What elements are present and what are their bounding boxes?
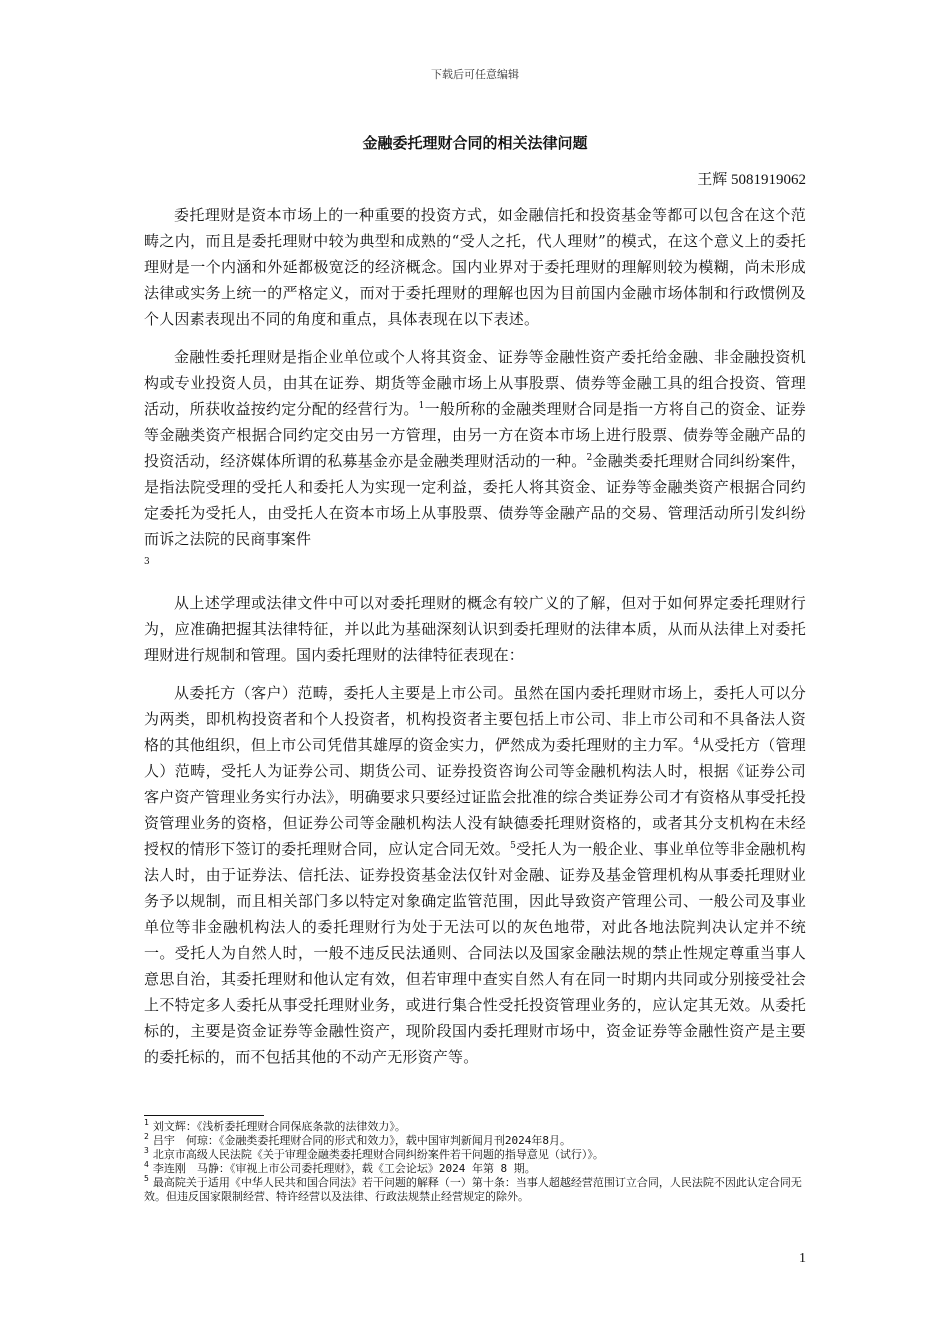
- footnote-ref-5[interactable]: 5: [510, 841, 517, 851]
- footnote-5-number: 5: [144, 1174, 149, 1184]
- paragraph-4-sentence-2: 从受托方（管理人）范畴，受托人为证券公司、期货公司、证券投资咨询公司等金融机构法人时，根据《证券公司客户资产管理业务实行办法》，明确要求只要经过证监会批准的综合类证券公司才有资格从事受托投资管理业务的资格，但证券公司等金融机构法人没有缺德委托理财资格的，或者其分支机构在未经授权的情形下签订的委托理财合同，应认定合同无效。: [144, 736, 806, 858]
- footnote-ref-2[interactable]: 2: [586, 453, 593, 463]
- page-header-note: 下载后可任意编辑: [431, 68, 519, 81]
- footnote-ref-4[interactable]: 4: [693, 737, 700, 747]
- footnote-ref-3[interactable]: 3: [144, 557, 150, 567]
- footnote-4-number: 4: [144, 1160, 149, 1170]
- paragraph-2-sentence-1: 金融性委托理财是指企业单位或个人将其资金、证券等金融性资产委托给金融、非金融投资机构或专业投资人员，由其在证券、期货等金融市场上从事股票、债券等金融工具的组合投资、管理活动，所获收益按约定分配的经营行为。: [144, 348, 806, 418]
- footnote-3-text: 北京市高级人民法院《关于审理金融类委托理财合同纠纷案件若干问题的指导意见（试行）》。: [152, 1148, 604, 1161]
- paragraph-3-text: 从上述学理或法律文件中可以对委托理财的概念有较广义的了解，但对于如何界定委托理财行为，应准确把握其法律特征，并以此为基础深刻认识到委托理财的法律本质，从而从法律上对委托理财进行规制和管理。国内委托理财的法律特征表现在：: [144, 594, 806, 664]
- document-title: 金融委托理财合同的相关法律问题: [362, 134, 588, 152]
- paragraph-4-sentence-1: 从委托方（客户）范畴，委托人主要是上市公司。虽然在国内委托理财市场上，委托人可以分为两类，即机构投资者和个人投资者，机构投资者主要包括上市公司、非上市公司和不具备法人资格的其他组织，但上市公司凭借其雄厚的资金实力，俨然成为委托理财的主力军。: [144, 684, 806, 754]
- paragraph-2-sentence-2: 一般所称的金融类理财合同是指一方将自己的资金、证券等金融类资产根据合同约定交由另一方管理，由另一方在资本市场上进行股票、债券等金融产品的投资活动，经济媒体所谓的私募基金亦是金融类理财活动的一种。: [144, 400, 806, 470]
- footnote-3-number: 3: [144, 1146, 149, 1156]
- footnote-1: [144, 1120, 806, 1134]
- paragraph-2-sentence-3: 金融类委托理财合同纠纷案件，是指法院受理的受托人和委托人为实现一定利益，委托人将其资金、证券等金融类资产根据合同约定委托为受托人，由受托人在资本市场上从事股票、债券等金融产品的交易、管理活动所引发纠纷而诉之法院的民商事案件: [144, 452, 806, 548]
- footnote-3: [144, 1148, 806, 1162]
- footnote-5-text: 最高院关于适用《中华人民共和国合同法》若干问题的解释（一）第十条：当事人超越经营范围订立合同，人民法院不因此认定合同无效。但违反国家限制经营、特许经营以及法律、行政法规禁止经营规定的除外。: [144, 1176, 802, 1203]
- page-number: 1: [799, 1251, 806, 1266]
- paragraph-4-sentence-3: 受托人为一般企业、事业单位等非金融机构法人时，由于证券法、信托法、证券投资基金法仅针对金融、证券及基金管理机构从事委托理财业务予以规制，而且相关部门多以特定对象确定监管范围，因此导致资产管理公司、一般公司及事业单位等非金融机构法人的委托理财行为处于无法可以的灰色地带，对此各地法院判决认定并不统一。受托人为自然人时，一般不违反民法通则、合同法以及国家金融法规的禁止性规定尊重当事人意思自治，其委托理财和他认定有效，但若审理中查实自然人有在同一时期内共同或分别接受社会上不特定多人委托从事受托理财业务，或进行集合性受托投资管理业务的，应认定其无效。从委托标的，主要是资金证券等金融性资产，现阶段国内委托理财市场中，资金证券等金融性资产是主要的委托标的，而不包括其他的不动产无形资产等。: [144, 840, 806, 1066]
- footnote-divider: [144, 1115, 264, 1116]
- paragraph-3: [144, 590, 806, 668]
- footnote-4: [144, 1162, 806, 1176]
- footnote-1-text: 刘文辉：《浅析委托理财合同保底条款的法律效力》。: [152, 1120, 406, 1133]
- footnote-2-text: 吕宇 何琼：《金融类委托理财合同的形式和效力》，载中国审判新闻月刊2024年8月。: [152, 1134, 571, 1147]
- footnotes-section: [144, 1120, 806, 1204]
- document-body: [144, 202, 806, 1082]
- author-line: 王辉 5081919062: [697, 172, 806, 188]
- footnote-ref-1[interactable]: 1: [418, 401, 425, 411]
- paragraph-1: [144, 202, 806, 332]
- footnote-5: [144, 1176, 806, 1204]
- footnote-2-number: 2: [144, 1132, 149, 1142]
- paragraph-2: [144, 344, 806, 578]
- footnote-4-text: 李连刚 马静：《审视上市公司委托理财》，载《工会论坛》2024 年第 8 期。: [152, 1162, 536, 1175]
- paragraph-4: [144, 680, 806, 1070]
- footnote-2: [144, 1134, 806, 1148]
- paragraph-1-text: 委托理财是资本市场上的一种重要的投资方式，如金融信托和投资基金等都可以包含在这个范畴之内，而且是委托理财中较为典型和成熟的“受人之托，代人理财”的模式，在这个意义上的委托理财是一个内涵和外延都极宽泛的经济概念。国内业界对于委托理财的理解则较为模糊，尚未形成法律或实务上统一的严格定义，而对于委托理财的理解也因为目前国内金融市场体制和行政惯例及个人因素表现出不同的角度和重点，具体表现在以下表述。: [144, 206, 806, 328]
- footnote-1-number: 1: [144, 1118, 149, 1128]
